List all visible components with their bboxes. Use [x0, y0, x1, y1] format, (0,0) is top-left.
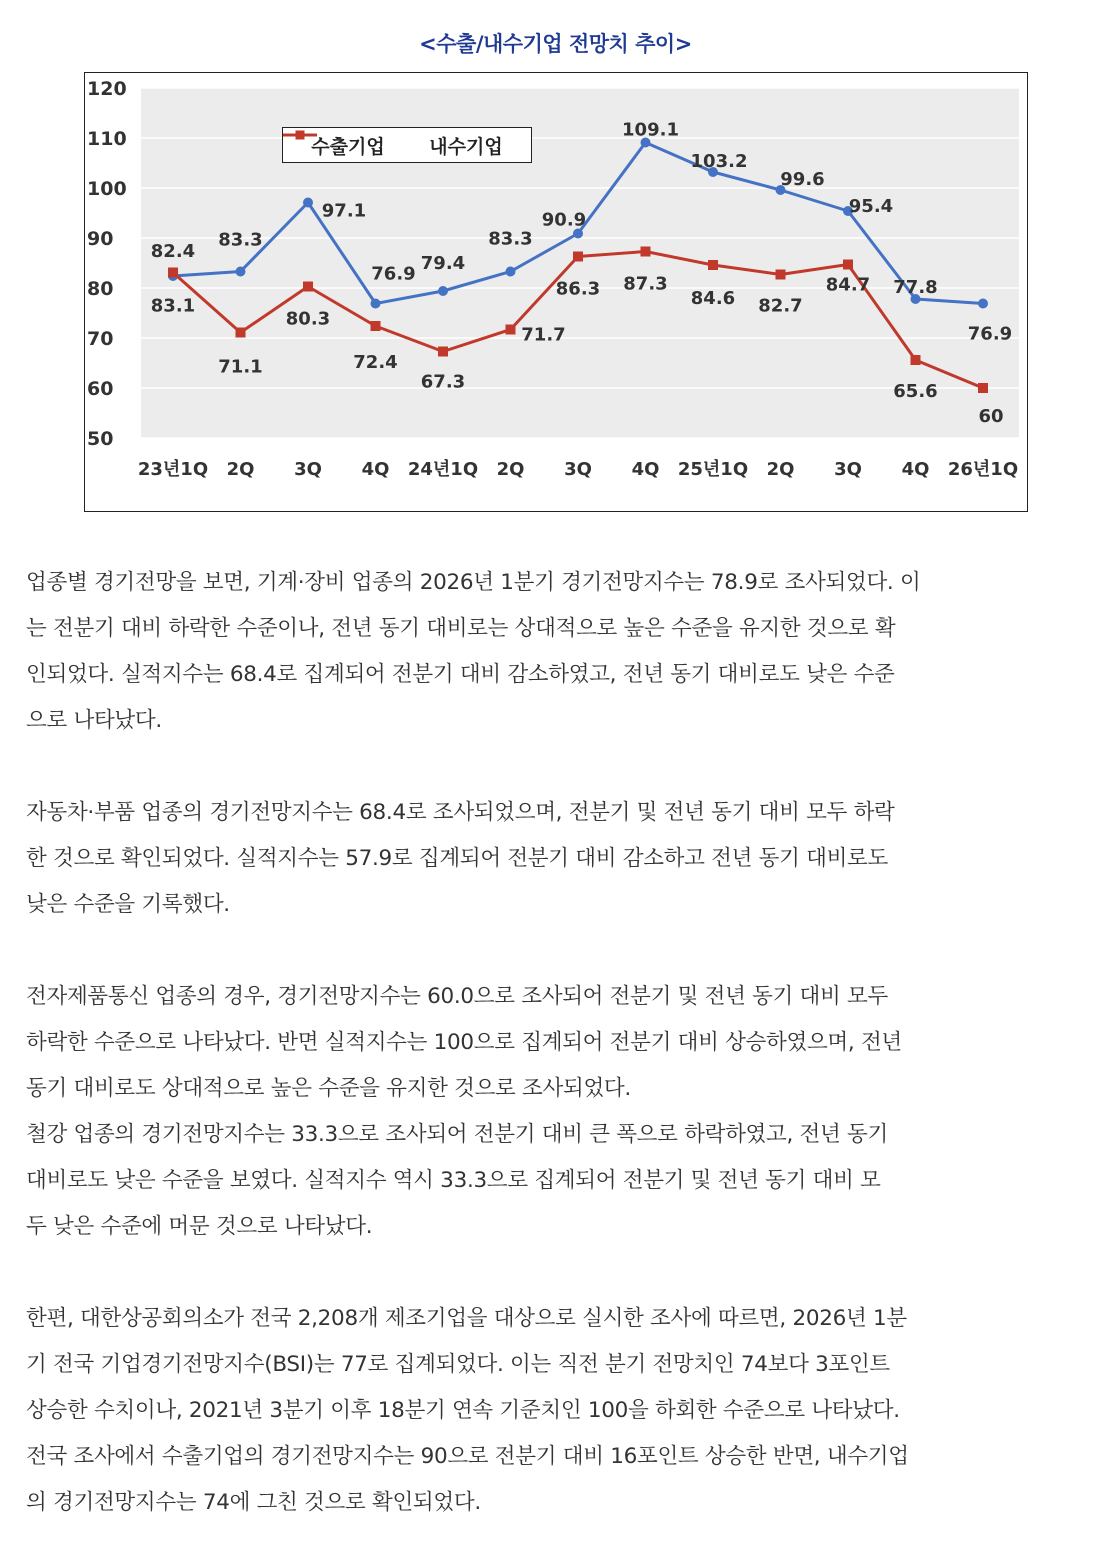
data-label: 80.3 [285, 308, 331, 330]
x-tick-label: 24년1Q [407, 459, 479, 480]
x-tick-label: 2Q [226, 459, 255, 480]
x-tick-label: 23년1Q [137, 459, 209, 480]
x-tick-label: 2Q [496, 459, 525, 480]
data-point-domestic [978, 383, 988, 393]
data-label: 65.6 [893, 381, 938, 402]
legend-label-export: 수출기업 [311, 135, 385, 158]
legend-swatch-domestic [283, 128, 317, 142]
article-line: 업종별 경기전망을 보면, 기계·장비 업종의 2026년 1분기 경기전망지수는 78.9로 조사되었다. 이 [26, 570, 921, 595]
article-line: 한 것으로 확인되었다. 실적지수는 57.9로 집계되어 전분기 대비 감소하고 전년 동기 대비로도 [26, 846, 888, 871]
y-tick-label: 60 [87, 378, 114, 400]
data-label: 60 [978, 406, 1004, 427]
data-point-domestic [236, 328, 246, 338]
data-label: 82.4 [150, 241, 196, 262]
data-label: 84.7 [825, 274, 871, 296]
data-label: 95.4 [848, 196, 894, 217]
data-label: 87.3 [623, 273, 668, 295]
data-point-export [978, 299, 988, 309]
data-label: 82.7 [758, 295, 803, 317]
data-point-domestic [371, 321, 381, 331]
data-label: 76.9 [371, 263, 416, 285]
article-line: 철강 업종의 경기전망지수는 33.3으로 조사되어 전분기 대비 큰 폭으로 하락하였고, 전년 동기 [26, 1122, 888, 1147]
data-point-export [236, 267, 246, 277]
legend-item-export [311, 132, 384, 159]
article-line: 동기 대비로도 상대적으로 높은 수준을 유지한 것으로 조사되었다. [26, 1076, 631, 1101]
article-line: 하락한 수준으로 나타났다. 반면 실적지수는 100으로 집계되어 전분기 대비 상승하였으며, 전년 [26, 1030, 902, 1055]
data-label: 72.4 [353, 352, 398, 373]
data-label: 84.6 [690, 288, 736, 309]
chart-frame [84, 72, 1028, 512]
data-point-export [506, 267, 516, 277]
data-label: 76.9 [967, 323, 1013, 345]
legend-label-domestic: 내수기업 [429, 135, 503, 158]
article-line: 의 경기전망지수는 74에 그친 것으로 확인되었다. [26, 1490, 481, 1515]
article-line: 두 낮은 수준에 머문 것으로 나타났다. [26, 1214, 373, 1239]
x-tick-label: 25년1Q [677, 459, 749, 480]
data-point-domestic [573, 252, 583, 262]
data-point-domestic [708, 260, 718, 270]
article-line: 는 전분기 대비 하락한 수준이나, 전년 동기 대비로는 상대적으로 높은 수준을 유지한 것으로 확 [26, 616, 896, 641]
article-line: 낮은 수준을 기록했다. [26, 892, 230, 917]
article-line: 자동차·부품 업종의 경기전망지수는 68.4로 조사되었으며, 전분기 및 전년 동기 대비 모두 하락 [26, 800, 895, 825]
x-tick-label: 4Q [361, 459, 390, 480]
chart-title: <수출/내수기업 전망치 추이> [419, 32, 692, 56]
data-point-export [303, 198, 313, 208]
data-point-export [438, 286, 448, 296]
data-point-export [371, 299, 381, 309]
y-tick-label: 90 [87, 228, 114, 250]
data-point-domestic [168, 268, 178, 278]
y-tick-label: 100 [87, 178, 127, 200]
x-tick-label: 3Q [564, 459, 592, 480]
data-point-domestic [641, 247, 651, 257]
article-line: 대비로도 낮은 수준을 보였다. 실적지수 역시 33.3으로 집계되어 전분기 및 전년 동기 대비 모 [26, 1168, 881, 1193]
data-label: 86.3 [555, 278, 601, 300]
data-label: 83.3 [218, 229, 263, 251]
data-point-domestic [303, 282, 313, 292]
data-point-domestic [506, 325, 516, 335]
data-label: 109.1 [622, 119, 679, 141]
data-point-domestic [438, 347, 448, 357]
x-tick-label: 4Q [901, 459, 930, 480]
data-label: 67.3 [420, 371, 466, 393]
x-tick-label: 3Q [294, 459, 322, 480]
data-label: 71.1 [218, 356, 263, 378]
data-label: 103.2 [690, 151, 748, 172]
article-line: 기 전국 기업경기전망지수(BSI)는 77로 집계되었다. 이는 직전 분기 전망치인 74보다 3포인트 [26, 1352, 890, 1377]
data-label: 90.9 [541, 209, 587, 231]
data-label: 99.6 [780, 169, 825, 190]
article-line: 한편, 대한상공회의소가 전국 2,208개 제조기업을 대상으로 실시한 조사에 따르면, 2026년 1분 [26, 1306, 907, 1331]
x-tick-label: 26년1Q [947, 459, 1019, 480]
data-label: 83.3 [488, 228, 533, 250]
data-point-domestic [776, 270, 786, 280]
data-label: 97.1 [321, 200, 367, 222]
data-label: 77.8 [893, 277, 938, 298]
article-body [26, 560, 1088, 1526]
data-point-domestic [911, 355, 921, 365]
article-line: 전자제품통신 업종의 경우, 경기전망지수는 60.0으로 조사되어 전분기 및 전년 동기 대비 모두 [26, 984, 888, 1009]
line-chart [85, 73, 1029, 513]
article-line: 으로 나타났다. [26, 708, 162, 733]
y-tick-label: 110 [87, 128, 127, 150]
data-label: 79.4 [420, 253, 466, 274]
article-line: 전국 조사에서 수출기업의 경기전망지수는 90으로 전분기 대비 16포인트 상승한 반면, 내수기업 [26, 1444, 909, 1469]
y-tick-label: 120 [87, 78, 127, 100]
x-tick-label: 4Q [631, 459, 660, 480]
y-tick-label: 80 [87, 278, 114, 300]
y-tick-label: 70 [87, 328, 114, 350]
article-line: 인되었다. 실적지수는 68.4로 집계되어 전분기 대비 감소하였고, 전년 동기 대비로도 낮은 수준 [26, 662, 895, 687]
data-point-domestic [843, 260, 853, 270]
article-line: 상승한 수치이나, 2021년 3분기 이후 18분기 연속 기준치인 100을 하회한 수준으로 나타났다. [26, 1398, 900, 1423]
data-label: 71.7 [521, 324, 566, 346]
chart-legend [282, 127, 532, 163]
legend-item-domestic [429, 132, 502, 159]
x-tick-label: 2Q [766, 459, 795, 480]
y-tick-label: 50 [87, 428, 114, 450]
data-label: 83.1 [150, 295, 196, 317]
x-tick-label: 3Q [834, 459, 862, 480]
